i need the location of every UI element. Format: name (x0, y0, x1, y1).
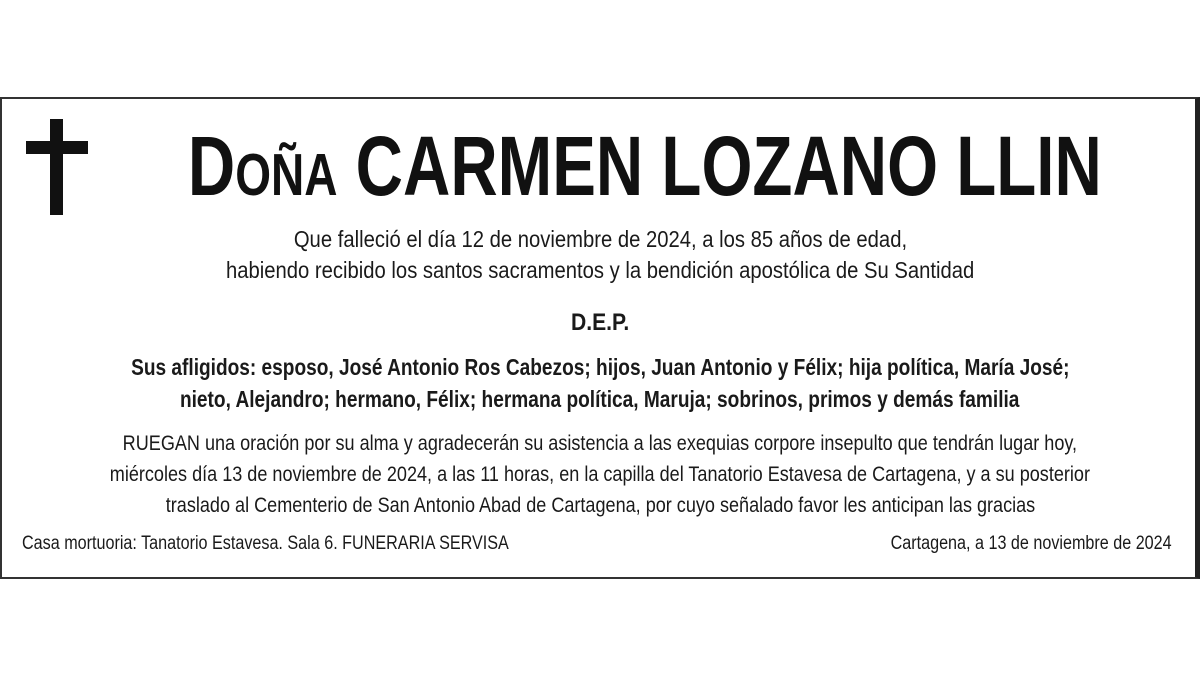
request-line-3 (0, 494, 1200, 518)
dep-text: D.E.P. (570, 309, 630, 336)
family-line-1 (0, 354, 1200, 381)
death-line-1-text: Que falleció el día 12 de noviembre de 2024, a los 85 años de edad, (293, 226, 907, 252)
deceased-name-heading (45, 118, 1200, 215)
request-line-3-text: traslado al Cementerio de San Antonio Abad de Cartagena, por cuyo señalado favor les anticipan las gracias (165, 494, 1035, 517)
footer-funeral-home (22, 533, 595, 555)
footer-left-text: Casa mortuoria: Tanatorio Estavesa. Sala 6. FUNERARIA SERVISA (22, 533, 509, 554)
request-line-2-text: miércoles día 13 de noviembre de 2024, a las 11 horas, en la capilla del Tanatorio Estavesa de Cartagena, y a su posterior (109, 463, 1091, 486)
request-line-1 (0, 432, 1200, 456)
dep-heading (0, 309, 1200, 337)
family-line-2-text: nieto, Alejandro; hermano, Félix; hermana política, Maruja; sobrinos, primos y demás familia (180, 386, 1020, 412)
request-line-2 (0, 463, 1200, 487)
footer-right-text: Cartagena, a 13 de noviembre de 2024 (890, 533, 1172, 554)
request-line-1-text: RUEGAN una oración por su alma y agradecerán su asistencia a las exequias corpore insepulto que tendrán lugar hoy, (122, 432, 1078, 455)
family-line-2 (0, 386, 1200, 413)
footer-place-date (841, 533, 1172, 555)
death-line-2-text: habiendo recibido los santos sacramentos y la bendición apostólica de Su Santidad (225, 257, 975, 283)
honorific: Doña (188, 119, 338, 213)
death-line-2 (0, 257, 1200, 284)
deceased-name: CARMEN LOZANO LLIN (355, 119, 1102, 213)
death-line-1 (0, 226, 1200, 253)
family-line-1-text: Sus afligidos: esposo, José Antonio Ros Cabezos; hijos, Juan Antonio y Félix; hija política, María José; (130, 354, 1070, 380)
